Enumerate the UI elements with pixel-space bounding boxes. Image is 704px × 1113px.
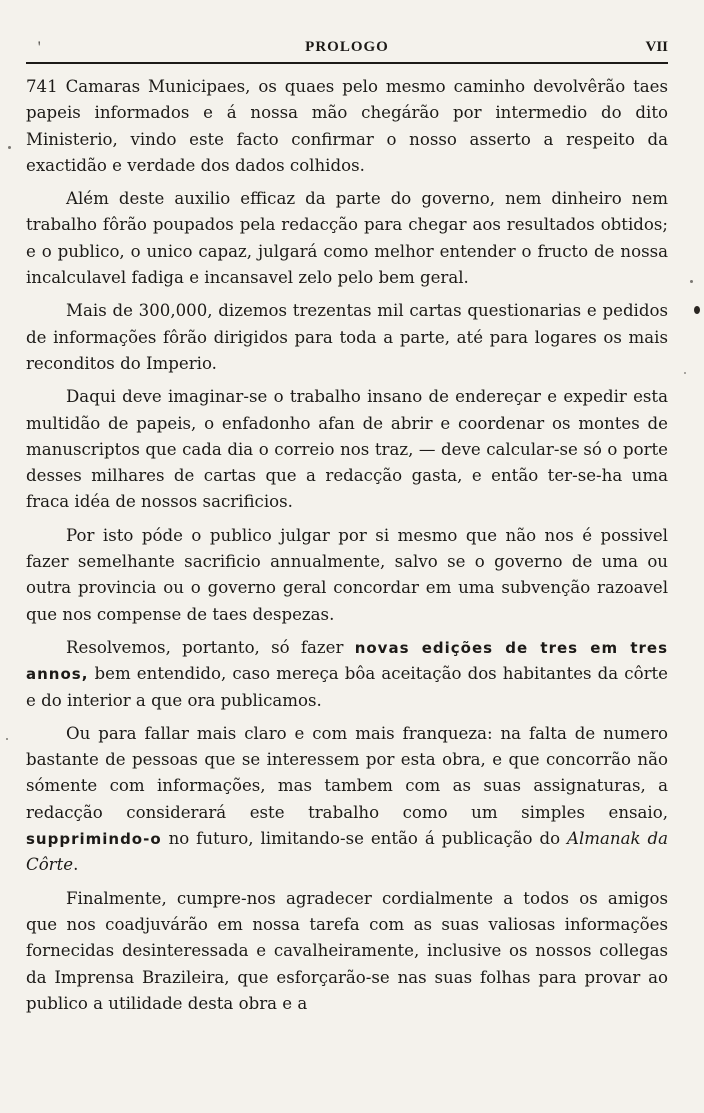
- print-speck: [6, 738, 8, 740]
- header-title: PROLOGO: [305, 39, 389, 55]
- p7-emphasis: supprimindo-o: [26, 830, 162, 849]
- paragraph-8: Finalmente, cumpre-nos agradecer cordialmente a todos os amigos que nos coadjuvárão em nossa tarefa com as suas valiosas informações fornecidas desinteressada e cavalheiramente, inclusive os nossos collegas da Imprensa Brazileira, que esforçarão-se nas suas folhas para provar ao publico a utilidade desta obra e a: [26, 888, 668, 1013]
- print-speck: [690, 280, 693, 283]
- paragraph-1: 741 Camaras Municipaes, os quaes pelo mesmo caminho devolvêrão taes papeis informados e á nossa mão chegárão por intermedio do dito Ministerio, vindo este facto confirmar o nosso asserto a respeito da exactidão e verdade dos dados colhidos.: [26, 77, 668, 175]
- print-speck: [8, 146, 11, 149]
- header-mark: ꞌ: [38, 38, 41, 53]
- p7-text-middle: no futuro, limitando-se então á publicação do: [161, 829, 567, 849]
- paragraph-6: [26, 635, 668, 714]
- p7-text-before: Ou para fallar mais claro e com mais franqueza: na falta de numero bastante de pessoas que se interessem por esta obra, e que concorrão não sómente com informações, mas tambem com as suas assignaturas, a redacção considerará este trabalho como um simples ensaio,: [26, 723, 668, 822]
- paragraph-4: Daqui deve imaginar-se o trabalho insano de endereçar e expedir esta multidão de papeis, o enfadonho afan de abrir e coordenar os montes de manuscriptos que cada dia o correio nos traz, — deve calcular-se só o porte desses milhares de cartas que a redacção gasta, e então ter-se-ha uma fraca idéa de nossos sacrificios.: [26, 387, 668, 512]
- paragraph-3: Mais de 300,000, dizemos trezentas mil cartas questionarias e pedidos de informações fôrão dirigidos para toda a parte, até para logares os mais reconditos do Imperio.: [26, 301, 668, 373]
- page-number: VII: [645, 39, 668, 55]
- paragraph-5: Por isto póde o publico julgar por si mesmo que não nos é possivel fazer semelhante sacrificio annualmente, salvo se o governo de uma ou outra provincia ou o governo geral concordar em uma subvenção razoavel que nos compense de taes despezas.: [26, 525, 668, 624]
- paragraph-7: [26, 721, 668, 879]
- print-speck: [694, 306, 700, 314]
- print-speck: [684, 372, 686, 374]
- p7-italic-title: Almanak da Côrte: [26, 829, 668, 875]
- p6-text-after: bem entendido, caso mereça bôa aceitação dos habitantes da côrte e do interior a que ora publicamos.: [26, 664, 668, 710]
- running-header: [26, 36, 668, 64]
- p7-text-after: .: [73, 855, 79, 875]
- book-page: [26, 36, 668, 1024]
- paragraph-2: Além deste auxilio efficaz da parte do governo, nem dinheiro nem trabalho fôrão poupados pela redacção para chegar aos resultados obtidos; e o publico, o unico capaz, julgará como melhor entender o fructo de nossa incalculavel fadiga e incansavel zelo pelo bem geral.: [26, 189, 668, 288]
- body-text: [26, 74, 668, 1017]
- p6-emphasis: novas edições de tres em tres annos,: [26, 638, 668, 684]
- p6-text-before: Resolvemos, portanto, só fazer: [66, 637, 355, 657]
